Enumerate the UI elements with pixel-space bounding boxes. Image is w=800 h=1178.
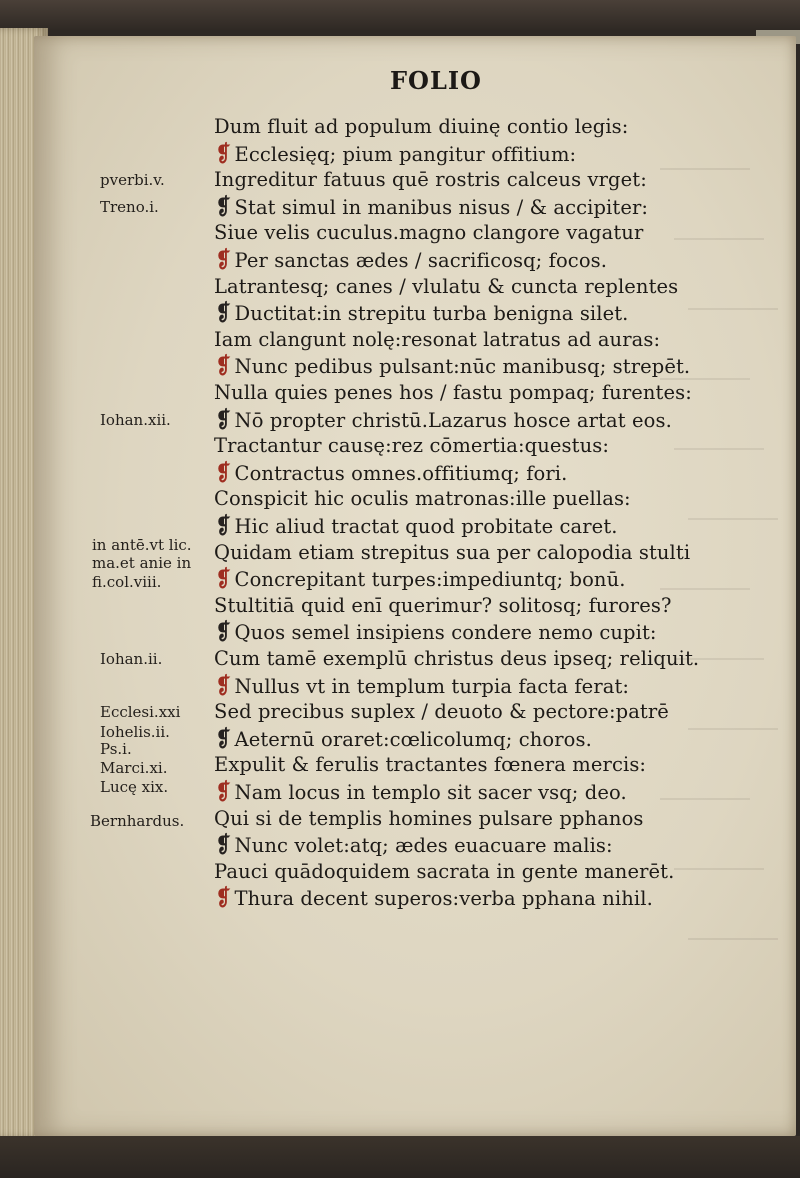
verse-text: Sed precibus suplex / deuoto & pectore:patrē (214, 700, 669, 724)
verse-text: Quidam etiam strepitus sua per calopodia stulti (214, 540, 691, 564)
paragraph-mark-icon: ❡ (215, 406, 231, 433)
marginal-note: fi.col.viii. (92, 572, 162, 591)
verse-text: Nunc pedibus pulsant:nūc manibusq; strepēt. (234, 355, 691, 379)
verse-text: Conspicit hic oculis matronas:ille puellas: (214, 487, 631, 511)
paragraph-mark-icon: ❡ (215, 779, 231, 805)
verse-text: Nō propter christū.Lazarus hosce artat eos. (234, 408, 672, 432)
verse-text: Aeternū oraret:cœlicolumq; choros. (234, 727, 592, 751)
verse-text: Cum tamē exemplū christus deus ipseq; reliquit. (214, 647, 700, 670)
paragraph-mark-icon: ❡ (215, 619, 231, 646)
verse-text: Nam locus in templo sit sacer vsq; deo. (234, 781, 627, 804)
paragraph-mark-icon: ❡ (215, 247, 231, 273)
paragraph-mark-icon: ❡ (215, 725, 231, 752)
marginal-note: Iohan.xii. (100, 410, 171, 429)
verse-text: Ingreditur fatuus quē rostris calceus vrget: (214, 168, 647, 192)
paragraph-mark-icon: ❡ (215, 832, 231, 859)
marginal-note: Iohelis.ii. (100, 723, 170, 742)
verse-text: Tractantur causę:rez cōmertia:questus: (214, 434, 610, 458)
verse-text: Nulla quies penes hos / fastu pompaq; furentes: (214, 381, 692, 404)
marginal-note: Ps.i. (100, 740, 132, 759)
paragraph-mark-icon: ❡ (215, 885, 231, 912)
verse-text: Qui si de templis homines pulsare pphanos (214, 806, 644, 830)
marginal-note: Iohan.ii. (100, 650, 163, 668)
marginal-note: Bernhardus. (90, 812, 185, 831)
marginal-note: Lucę xix. (100, 777, 169, 796)
running-head: FOLIO (390, 66, 482, 95)
paragraph-mark-icon: ❡ (215, 300, 231, 327)
verse-text: Dum fluit ad populum diuinę contio legis: (214, 115, 629, 138)
marginal-note: Ecclesi.xxi (100, 703, 181, 722)
verse-text: Latrantesq; canes / vlulatu & cuncta replentes (214, 274, 679, 298)
verse-text: Quos semel insipiens condere nemo cupit: (234, 621, 657, 645)
paragraph-mark-icon: ❡ (215, 193, 231, 220)
marginal-note: Marci.xi. (100, 759, 168, 778)
paragraph-mark-icon: ❡ (215, 672, 231, 699)
marginal-note: in antē.vt lic. (92, 535, 192, 554)
verse-text: Nunc volet:atq; ædes euacuare malis: (234, 834, 613, 858)
marginal-note: Treno.i. (100, 197, 159, 216)
marginal-note: pverbi.v. (100, 171, 165, 190)
verse-text: Ecclesięq; pium pangitur offitium: (234, 142, 577, 166)
verse-text: Siue velis cuculus.magno clangore vagatur (214, 221, 644, 245)
paragraph-mark-icon: ❡ (215, 513, 231, 539)
paragraph-mark-icon: ❡ (215, 459, 231, 486)
verse-text: Per sanctas ædes / sacrificosq; focos. (234, 249, 608, 272)
verse-text: Nullus vt in templum turpia facta ferat: (234, 674, 630, 698)
verse-text: Hic aliud tractat quod probitate caret. (234, 515, 618, 538)
paragraph-mark-icon: ❡ (215, 566, 231, 593)
marginal-note: ma.et anie in (92, 554, 192, 573)
verse-text: Iam clangunt nolę:resonat latratus ad auras: (214, 327, 661, 351)
verse-text: Expulit & ferulis tractantes fœnera mercis: (214, 753, 647, 777)
verse-text: Contractus omnes.offitiumq; fori. (234, 461, 568, 485)
paragraph-mark-icon: ❡ (215, 140, 231, 167)
verse-text: Concrepitant turpes:impediuntq; bonū. (234, 568, 626, 592)
verse-text: Pauci quādoquidem sacrata in gente manerēt. (214, 859, 675, 883)
verse-text: Stultitiā quid enī querimur? solitosq; furores? (214, 593, 672, 617)
paragraph-mark-icon: ❡ (215, 353, 231, 380)
verse-text: Thura decent superos:verba pphana nihil. (234, 887, 653, 911)
verse-text: Stat simul in manibus nisus / & accipiter: (234, 195, 649, 219)
verse-text: Ductitat:in strepitu turba benigna silet. (234, 302, 629, 326)
